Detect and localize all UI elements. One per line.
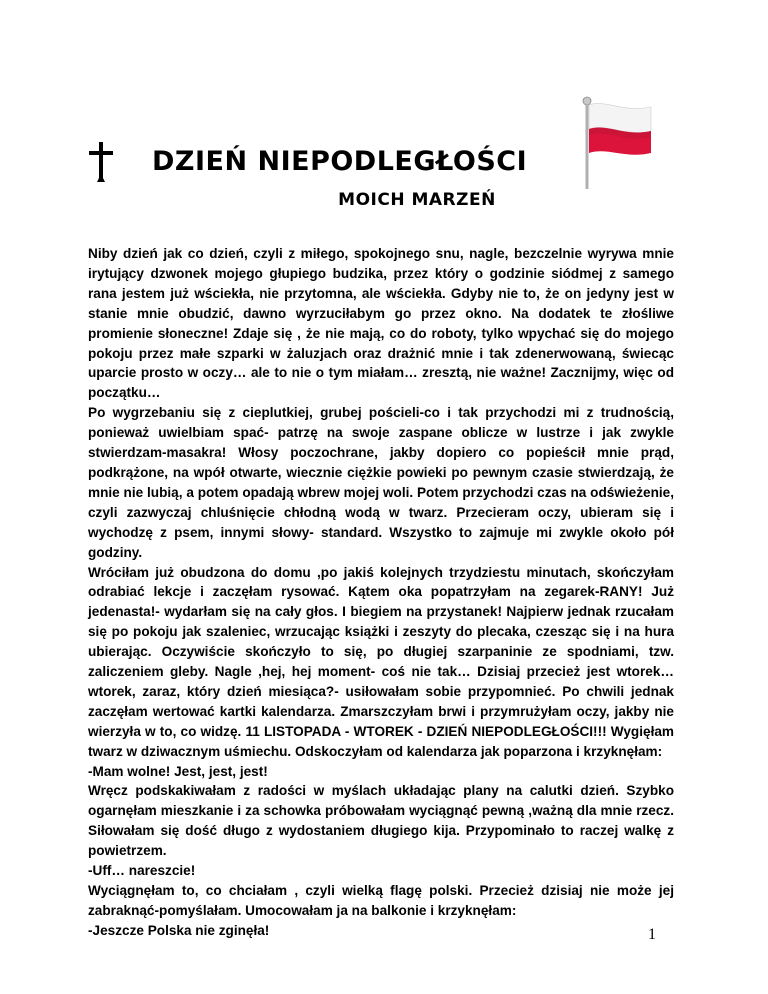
paragraph: -Jeszcze Polska nie zginęła!: [88, 922, 270, 938]
paragraph: Wyciągnęłam to, co chciałam , czyli wielką flagę polski. Przecież dzisiaj nie może jej zabraknąć-pomyślałam. Umocowałam ja na balkonie i krzyknęłam:: [88, 883, 674, 918]
paragraph: -Mam wolne! Jest, jest, jest!: [88, 763, 268, 779]
document-body: [88, 244, 674, 941]
document-title: DZIEŃ NIEPODLEGŁOŚCI: [152, 146, 528, 177]
polish-flag-icon: [575, 95, 655, 190]
document-subtitle: MOICH MARZEŃ: [338, 190, 496, 210]
paragraph: Po wygrzebaniu się z cieplutkiej, grubej pościeli-co i tak przychodzi mi z trudnością, ponieważ uwielbiam spać- patrzę na swoje zaspane oblicze w lustrze i jak zwykle stwierdzam-masakra! Włosy poczochrane, jakby dopiero co popieścił mnie prąd, podkrążone, na wpół otwarte, wiecznie ciężkie powieki po pewnym czasie stwierdzają, że mnie nie lubią, a potem opadają wbrew mojej woli. Potem przychodzi czas na odświeżenie, czyli zazwyczaj chluśnięcie chłodną wodą w twarz. Przecieram oczy, ubieram się i wychodzę z psem, innymi słowy- standard. Wszystko to zajmuje mi zwykle około pół godziny.: [88, 405, 674, 560]
paragraph: Wręcz podskakiwałam z radości w myślach układając plany na calutki dzień. Szybko ogarnęłam mieszkanie i za schowka próbowałam wyciągnąć pewną ,ważną dla mnie rzecz. Siłowałam się dość długo z wydostaniem długiego kija. Przypominało to raczej walkę z powietrzem.: [88, 783, 674, 859]
page-number: 1: [648, 926, 656, 943]
cross-icon: [88, 141, 114, 183]
paragraph: Wróciłam już obudzona do domu ,po jakiś kolejnych trzydziestu minutach, skończyłam odrabiać lekcje i zaczęłam rysować. Kątem oka popatrzyłam na zegarek-RANY! Już jedenasta!- wydarłam się na cały głos. I biegiem na przystanek! Najpierw jednak rzucałam się po pokoju jak szaleniec, wrzucając książki i zeszyty do plecaka, czesząc się i na hura ubierając. Oczywiście skończyło to się, po długiej szarpaninie ze spodniami, tzw. zaliczeniem gleby. Nagle ,hej, hej moment- coś nie tak… Dzisiaj przecież jest wtorek… wtorek, zaraz, który dzień miesiąca?- usiłowałam sobie przypomnieć. Po chwili jednak zaczęłam wertować kartki kalendarza. Zmarszczyłam brwi i przymrużyłam oczy, jakby nie wierzyła w to, co widzę. 11 LISTOPADA - WTOREK - DZIEŃ NIEPODLEGŁOŚCI!!! Wygięłam twarz w dziwacznym uśmiechu. Odskoczyłam od kalendarza jak poparzona i krzyknęłam:: [88, 564, 674, 759]
paragraph: Niby dzień jak co dzień, czyli z miłego, spokojnego snu, nagle, bezczelnie wyrywa mnie irytujący dzwonek mojego głupiego budzika, przez który o godzinie siódmej z samego rana jestem już wściekła, nie przytomna, ale wściekła. Gdyby nie to, że on jedyny jest w stanie mnie obudzić, dawno wyrzuciłabym go przez okno. Na dodatek te złośliwe promienie słoneczne! Zdaje się , że nie mają, co do roboty, tylko wpychać się do mojego pokoju przez małe szparki w żaluzjach oraz drażnić mnie i tak zdenerwowaną, świecąc uparcie prosto w oczy… ale to nie o tym miałam… zresztą, nie ważne! Zacznijmy, więc od początku…: [88, 246, 674, 401]
paragraph: -Uff… nareszcie!: [88, 863, 196, 879]
